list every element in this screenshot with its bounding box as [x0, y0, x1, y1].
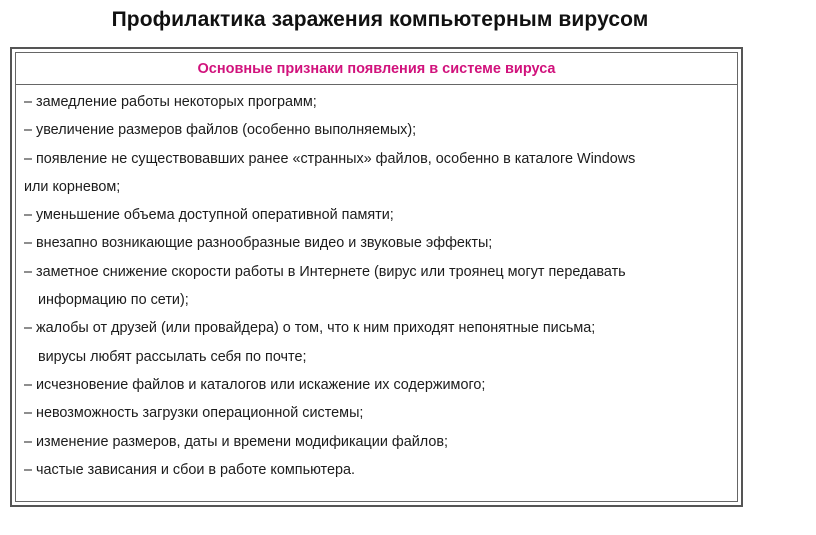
list-item-continuation: вирусы любят рассылать себя по почте; [38, 348, 307, 365]
list-item-text: – заметное снижение скорости работы в Интернете (вирус или троянец могут передавать [24, 263, 626, 280]
list-item [24, 371, 737, 399]
list-item [24, 88, 737, 116]
list-item-text: – исчезновение файлов и каталогов или искажение их содержимого; [24, 376, 486, 393]
list-item-text: – невозможность загрузки операционной системы; [24, 405, 364, 422]
list-item [24, 116, 737, 144]
list-item-continuation: информацию по сети); [38, 292, 189, 309]
list-item [24, 145, 737, 202]
list-item-text: – изменение размеров, даты и времени модификации файлов; [24, 433, 448, 450]
list-item-text: – замедление работы некоторых программ; [24, 94, 317, 110]
list-item [24, 456, 737, 484]
list-item-text: – внезапно возникающие разнообразные видео и звуковые эффекты; [24, 235, 493, 252]
page-title: Профилактика заражения компьютерным вирусом [111, 8, 649, 31]
list-item [24, 258, 737, 315]
list-item [24, 229, 737, 257]
table-header: Основные признаки появления в системе вируса [16, 53, 737, 85]
list-item [24, 201, 737, 229]
list-item-text: – появление не существовавших ранее «странных» файлов, особенно в каталоге Windows [24, 150, 636, 167]
list-item-text: – частые зависания и сбои в работе компьютера. [24, 461, 355, 478]
list-item-text: – жалобы от друзей (или провайдера) о том, что к ним приходят непонятные письма; [24, 320, 596, 337]
list-item-continuation: или корневом; [24, 178, 121, 195]
symptoms-table [10, 47, 743, 507]
symptoms-table-inner [15, 52, 738, 502]
list-item-text: – уменьшение объема доступной оперативной памяти; [24, 207, 394, 224]
symptoms-list [16, 85, 737, 484]
list-item [24, 428, 737, 456]
list-item [24, 399, 737, 427]
list-item [24, 314, 737, 371]
list-item-text: – увеличение размеров файлов (особенно выполняемых); [24, 122, 417, 139]
